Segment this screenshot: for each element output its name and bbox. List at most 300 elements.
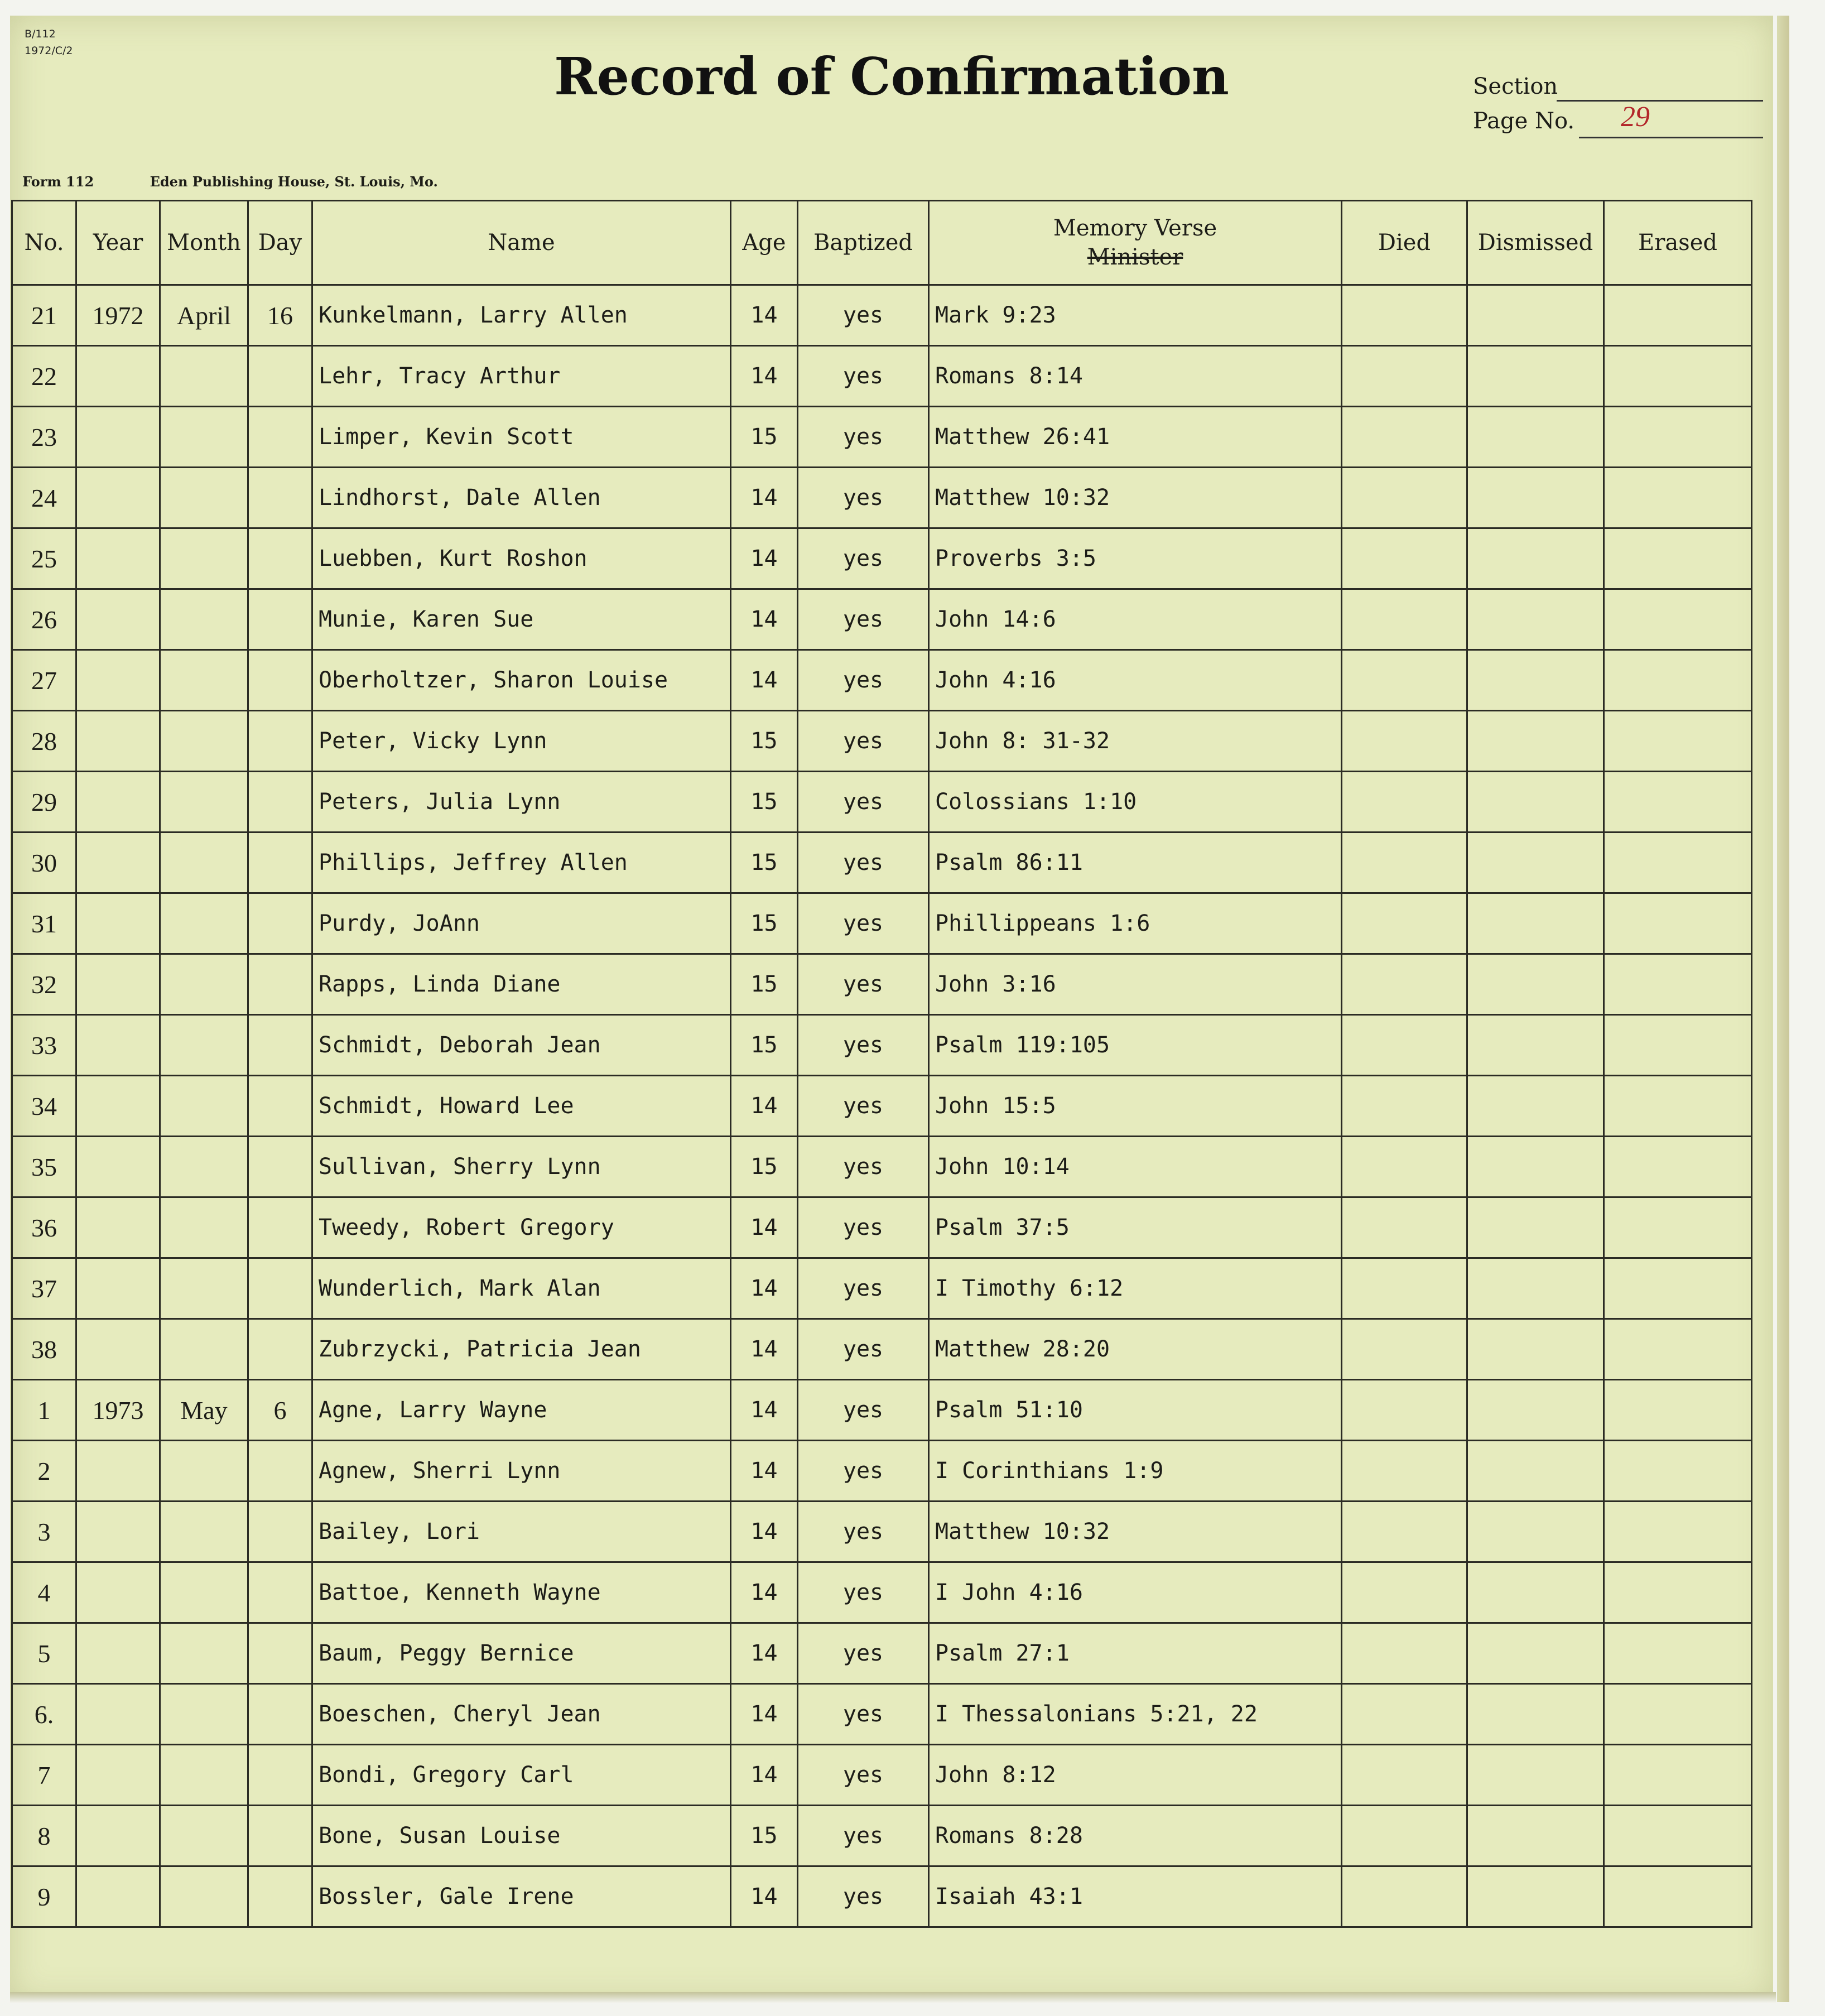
col-header-month: Month (160, 201, 248, 285)
year-cell (76, 407, 160, 468)
age-cell: 14 (731, 1441, 798, 1502)
age-cell: 15 (731, 1137, 798, 1197)
name-cell: Tweedy, Robert Gregory (312, 1197, 731, 1258)
col-header-baptized: Baptized (798, 201, 929, 285)
name-cell: Schmidt, Deborah Jean (312, 1015, 731, 1076)
year-cell (76, 1076, 160, 1137)
no-cell: 27 (12, 650, 76, 711)
dismissed-cell (1467, 346, 1604, 407)
year-cell (76, 468, 160, 528)
no-cell: 28 (12, 711, 76, 772)
verse-cell: John 10:14 (929, 1137, 1342, 1197)
erased-cell (1604, 1015, 1752, 1076)
year-cell (76, 711, 160, 772)
erased-cell (1604, 346, 1752, 407)
erased-cell (1604, 1745, 1752, 1806)
month-cell: May (160, 1380, 248, 1441)
baptized-cell: yes (798, 650, 929, 711)
table-row (12, 1441, 1752, 1502)
baptized-cell: yes (798, 711, 929, 772)
no-cell: 9 (12, 1866, 76, 1927)
day-cell (248, 1076, 312, 1137)
name-cell: Purdy, JoAnn (312, 893, 731, 954)
month-cell (160, 1745, 248, 1806)
verse-cell: John 15:5 (929, 1076, 1342, 1137)
dismissed-cell (1467, 1866, 1604, 1927)
no-cell: 23 (12, 407, 76, 468)
year-cell (76, 893, 160, 954)
year-cell (76, 1745, 160, 1806)
table-row (12, 893, 1752, 954)
table-row (12, 468, 1752, 528)
table-row (12, 589, 1752, 650)
dismissed-cell (1467, 1137, 1604, 1197)
name-cell: Rapps, Linda Diane (312, 954, 731, 1015)
died-cell (1342, 1441, 1467, 1502)
died-cell (1342, 1258, 1467, 1319)
table-row (12, 1197, 1752, 1258)
baptized-cell: yes (798, 893, 929, 954)
age-cell: 14 (731, 346, 798, 407)
bottom-shadow (10, 1992, 1776, 2003)
name-cell: Bailey, Lori (312, 1502, 731, 1562)
age-cell: 14 (731, 1623, 798, 1684)
table-row (12, 407, 1752, 468)
age-cell: 14 (731, 650, 798, 711)
table-row (12, 1623, 1752, 1684)
reference-code-line: B/112 (25, 28, 56, 40)
age-cell: 15 (731, 407, 798, 468)
age-cell: 14 (731, 1258, 798, 1319)
memory-verse-label: Memory Verse (1053, 215, 1217, 241)
dismissed-cell (1467, 1745, 1604, 1806)
month-cell (160, 1258, 248, 1319)
no-cell: 7 (12, 1745, 76, 1806)
month-cell (160, 528, 248, 589)
dismissed-cell (1467, 1806, 1604, 1866)
day-cell (248, 1684, 312, 1745)
dismissed-cell (1467, 772, 1604, 833)
dismissed-cell (1467, 589, 1604, 650)
name-cell: Wunderlich, Mark Alan (312, 1258, 731, 1319)
died-cell (1342, 650, 1467, 711)
baptized-cell: yes (798, 1258, 929, 1319)
baptized-cell: yes (798, 1562, 929, 1623)
baptized-cell: yes (798, 1866, 929, 1927)
month-cell (160, 407, 248, 468)
died-cell (1342, 1076, 1467, 1137)
day-cell (248, 589, 312, 650)
year-cell (76, 772, 160, 833)
died-cell (1342, 1502, 1467, 1562)
no-cell: 36 (12, 1197, 76, 1258)
name-cell: Oberholtzer, Sharon Louise (312, 650, 731, 711)
baptized-cell: yes (798, 1806, 929, 1866)
col-header-erased: Erased (1604, 201, 1752, 285)
table-row (12, 1137, 1752, 1197)
verse-cell: John 8: 31-32 (929, 711, 1342, 772)
verse-cell: Matthew 10:32 (929, 468, 1342, 528)
table-row (12, 650, 1752, 711)
day-cell (248, 893, 312, 954)
verse-cell: John 8:12 (929, 1745, 1342, 1806)
died-cell (1342, 1015, 1467, 1076)
year-cell (76, 1258, 160, 1319)
baptized-cell: yes (798, 1441, 929, 1502)
died-cell (1342, 1197, 1467, 1258)
no-cell: 38 (12, 1319, 76, 1380)
died-cell (1342, 1380, 1467, 1441)
age-cell: 14 (731, 1745, 798, 1806)
verse-cell: John 4:16 (929, 650, 1342, 711)
baptized-cell: yes (798, 1684, 929, 1745)
baptized-cell: yes (798, 468, 929, 528)
baptized-cell: yes (798, 528, 929, 589)
day-cell (248, 1623, 312, 1684)
verse-cell: John 14:6 (929, 589, 1342, 650)
table-row (12, 1562, 1752, 1623)
erased-cell (1604, 1502, 1752, 1562)
page-no-field (1473, 101, 1763, 142)
month-cell (160, 1197, 248, 1258)
month-cell (160, 1319, 248, 1380)
page-title: Record of Confirmation (554, 46, 1229, 107)
no-cell: 21 (12, 285, 76, 346)
erased-cell (1604, 1380, 1752, 1441)
day-cell (248, 1015, 312, 1076)
day-cell (248, 468, 312, 528)
age-cell: 14 (731, 1380, 798, 1441)
year-cell (76, 589, 160, 650)
erased-cell (1604, 954, 1752, 1015)
table-row (12, 1502, 1752, 1562)
name-cell: Bossler, Gale Irene (312, 1866, 731, 1927)
day-cell (248, 1258, 312, 1319)
verse-cell: Proverbs 3:5 (929, 528, 1342, 589)
no-cell: 8 (12, 1806, 76, 1866)
no-cell: 3 (12, 1502, 76, 1562)
erased-cell (1604, 1866, 1752, 1927)
year-cell (76, 1441, 160, 1502)
month-cell (160, 589, 248, 650)
no-cell: 31 (12, 893, 76, 954)
baptized-cell: yes (798, 1137, 929, 1197)
dismissed-cell (1467, 528, 1604, 589)
baptized-cell: yes (798, 1076, 929, 1137)
died-cell (1342, 1562, 1467, 1623)
died-cell (1342, 468, 1467, 528)
reference-code-line: 1972/C/2 (25, 45, 73, 57)
verse-cell: John 3:16 (929, 954, 1342, 1015)
name-cell: Schmidt, Howard Lee (312, 1076, 731, 1137)
died-cell (1342, 833, 1467, 893)
erased-cell (1604, 1623, 1752, 1684)
dismissed-cell (1467, 954, 1604, 1015)
age-cell: 15 (731, 711, 798, 772)
verse-cell: Isaiah 43:1 (929, 1866, 1342, 1927)
erased-cell (1604, 1806, 1752, 1866)
died-cell (1342, 954, 1467, 1015)
day-cell (248, 1319, 312, 1380)
died-cell (1342, 1806, 1467, 1866)
age-cell: 15 (731, 893, 798, 954)
confirmation-table (11, 200, 1752, 1928)
erased-cell (1604, 1562, 1752, 1623)
table-row (12, 285, 1752, 346)
year-cell (76, 1502, 160, 1562)
name-cell: Kunkelmann, Larry Allen (312, 285, 731, 346)
verse-cell: Romans 8:28 (929, 1806, 1342, 1866)
table-row (12, 528, 1752, 589)
age-cell: 14 (731, 1684, 798, 1745)
no-cell: 4 (12, 1562, 76, 1623)
age-cell: 14 (731, 528, 798, 589)
table-row (12, 1380, 1752, 1441)
day-cell: 6 (248, 1380, 312, 1441)
month-cell (160, 1015, 248, 1076)
baptized-cell: yes (798, 285, 929, 346)
dismissed-cell (1467, 1197, 1604, 1258)
page-no-label: Page No. (1473, 108, 1575, 134)
day-cell (248, 954, 312, 1015)
dismissed-cell (1467, 1319, 1604, 1380)
no-cell: 5 (12, 1623, 76, 1684)
col-header-died: Died (1342, 201, 1467, 285)
age-cell: 15 (731, 1806, 798, 1866)
baptized-cell: yes (798, 1197, 929, 1258)
day-cell (248, 772, 312, 833)
publisher: Eden Publishing House, St. Louis, Mo. (150, 174, 438, 190)
baptized-cell: yes (798, 1319, 929, 1380)
no-cell: 22 (12, 346, 76, 407)
record-sheet (10, 16, 1773, 2002)
col-header-memory-verse (929, 201, 1342, 285)
month-cell (160, 1137, 248, 1197)
year-cell (76, 1684, 160, 1745)
erased-cell (1604, 468, 1752, 528)
name-cell: Lindhorst, Dale Allen (312, 468, 731, 528)
col-header-year: Year (76, 201, 160, 285)
col-header-dismissed: Dismissed (1467, 201, 1604, 285)
no-cell: 26 (12, 589, 76, 650)
dismissed-cell (1467, 893, 1604, 954)
month-cell (160, 1806, 248, 1866)
name-cell: Lehr, Tracy Arthur (312, 346, 731, 407)
day-cell (248, 407, 312, 468)
col-header-age: Age (731, 201, 798, 285)
died-cell (1342, 893, 1467, 954)
dismissed-cell (1467, 1684, 1604, 1745)
dismissed-cell (1467, 1623, 1604, 1684)
name-cell: Phillips, Jeffrey Allen (312, 833, 731, 893)
verse-cell: Matthew 26:41 (929, 407, 1342, 468)
verse-cell: Phillippeans 1:6 (929, 893, 1342, 954)
erased-cell (1604, 650, 1752, 711)
year-cell: 1973 (76, 1380, 160, 1441)
died-cell (1342, 1745, 1467, 1806)
month-cell (160, 1502, 248, 1562)
dismissed-cell (1467, 407, 1604, 468)
no-cell: 1 (12, 1380, 76, 1441)
died-cell (1342, 1623, 1467, 1684)
name-cell: Peters, Julia Lynn (312, 772, 731, 833)
name-cell: Baum, Peggy Bernice (312, 1623, 731, 1684)
table-row (12, 1684, 1752, 1745)
name-cell: Peter, Vicky Lynn (312, 711, 731, 772)
baptized-cell: yes (798, 589, 929, 650)
day-cell (248, 1806, 312, 1866)
dismissed-cell (1467, 468, 1604, 528)
verse-cell: Psalm 51:10 (929, 1380, 1342, 1441)
day-cell (248, 650, 312, 711)
baptized-cell: yes (798, 346, 929, 407)
verse-cell: I John 4:16 (929, 1562, 1342, 1623)
minister-struck-label: Minister (1087, 244, 1183, 270)
baptized-cell: yes (798, 407, 929, 468)
no-cell: 6. (12, 1684, 76, 1745)
dismissed-cell (1467, 1015, 1604, 1076)
month-cell (160, 346, 248, 407)
verse-cell: Colossians 1:10 (929, 772, 1342, 833)
baptized-cell: yes (798, 1623, 929, 1684)
died-cell (1342, 407, 1467, 468)
no-cell: 30 (12, 833, 76, 893)
year-cell (76, 1197, 160, 1258)
name-cell: Boeschen, Cheryl Jean (312, 1684, 731, 1745)
name-cell: Munie, Karen Sue (312, 589, 731, 650)
died-cell (1342, 1319, 1467, 1380)
age-cell: 14 (731, 1197, 798, 1258)
day-cell (248, 1197, 312, 1258)
baptized-cell: yes (798, 833, 929, 893)
section-underline (1557, 100, 1763, 102)
sheet-edge (1777, 16, 1789, 2002)
table-row (12, 772, 1752, 833)
table-row (12, 1015, 1752, 1076)
year-cell (76, 528, 160, 589)
year-cell (76, 1562, 160, 1623)
dismissed-cell (1467, 1258, 1604, 1319)
name-cell: Sullivan, Sherry Lynn (312, 1137, 731, 1197)
erased-cell (1604, 1258, 1752, 1319)
month-cell (160, 833, 248, 893)
verse-cell: Psalm 37:5 (929, 1197, 1342, 1258)
col-header-no: No. (12, 201, 76, 285)
no-cell: 29 (12, 772, 76, 833)
age-cell: 14 (731, 1502, 798, 1562)
verse-cell: Matthew 28:20 (929, 1319, 1342, 1380)
month-cell (160, 1866, 248, 1927)
erased-cell (1604, 1319, 1752, 1380)
name-cell: Luebben, Kurt Roshon (312, 528, 731, 589)
died-cell (1342, 711, 1467, 772)
month-cell (160, 1623, 248, 1684)
died-cell (1342, 285, 1467, 346)
table-row (12, 346, 1752, 407)
erased-cell (1604, 528, 1752, 589)
table-row (12, 1806, 1752, 1866)
year-cell (76, 1137, 160, 1197)
erased-cell (1604, 1076, 1752, 1137)
no-cell: 25 (12, 528, 76, 589)
erased-cell (1604, 711, 1752, 772)
age-cell: 14 (731, 1076, 798, 1137)
year-cell (76, 954, 160, 1015)
year-cell: 1972 (76, 285, 160, 346)
day-cell: 16 (248, 285, 312, 346)
month-cell: April (160, 285, 248, 346)
no-cell: 24 (12, 468, 76, 528)
died-cell (1342, 1137, 1467, 1197)
name-cell: Limper, Kevin Scott (312, 407, 731, 468)
year-cell (76, 1319, 160, 1380)
day-cell (248, 346, 312, 407)
baptized-cell: yes (798, 1745, 929, 1806)
month-cell (160, 1684, 248, 1745)
erased-cell (1604, 1137, 1752, 1197)
table-row (12, 1866, 1752, 1927)
day-cell (248, 1745, 312, 1806)
year-cell (76, 1015, 160, 1076)
month-cell (160, 711, 248, 772)
erased-cell (1604, 1197, 1752, 1258)
erased-cell (1604, 407, 1752, 468)
col-header-name: Name (312, 201, 731, 285)
baptized-cell: yes (798, 954, 929, 1015)
age-cell: 15 (731, 954, 798, 1015)
age-cell: 15 (731, 1015, 798, 1076)
month-cell (160, 650, 248, 711)
name-cell: Agnew, Sherri Lynn (312, 1441, 731, 1502)
erased-cell (1604, 772, 1752, 833)
table-row (12, 1076, 1752, 1137)
col-header-day: Day (248, 201, 312, 285)
verse-cell: Psalm 119:105 (929, 1015, 1342, 1076)
age-cell: 14 (731, 285, 798, 346)
table-row (12, 954, 1752, 1015)
erased-cell (1604, 285, 1752, 346)
age-cell: 15 (731, 833, 798, 893)
year-cell (76, 1806, 160, 1866)
name-cell: Bondi, Gregory Carl (312, 1745, 731, 1806)
month-cell (160, 1562, 248, 1623)
page-no-value: 29 (1621, 101, 1650, 133)
baptized-cell: yes (798, 772, 929, 833)
no-cell: 35 (12, 1137, 76, 1197)
table-header-row (12, 201, 1752, 285)
died-cell (1342, 1684, 1467, 1745)
dismissed-cell (1467, 1380, 1604, 1441)
page-no-underline (1579, 137, 1763, 138)
verse-cell: I Timothy 6:12 (929, 1258, 1342, 1319)
table-body (12, 285, 1752, 1927)
day-cell (248, 833, 312, 893)
age-cell: 14 (731, 1866, 798, 1927)
age-cell: 15 (731, 772, 798, 833)
year-cell (76, 346, 160, 407)
died-cell (1342, 528, 1467, 589)
year-cell (76, 833, 160, 893)
day-cell (248, 1137, 312, 1197)
verse-cell: Matthew 10:32 (929, 1502, 1342, 1562)
table-row (12, 1258, 1752, 1319)
baptized-cell: yes (798, 1015, 929, 1076)
dismissed-cell (1467, 1441, 1604, 1502)
age-cell: 14 (731, 1562, 798, 1623)
name-cell: Zubrzycki, Patricia Jean (312, 1319, 731, 1380)
month-cell (160, 1441, 248, 1502)
erased-cell (1604, 1684, 1752, 1745)
